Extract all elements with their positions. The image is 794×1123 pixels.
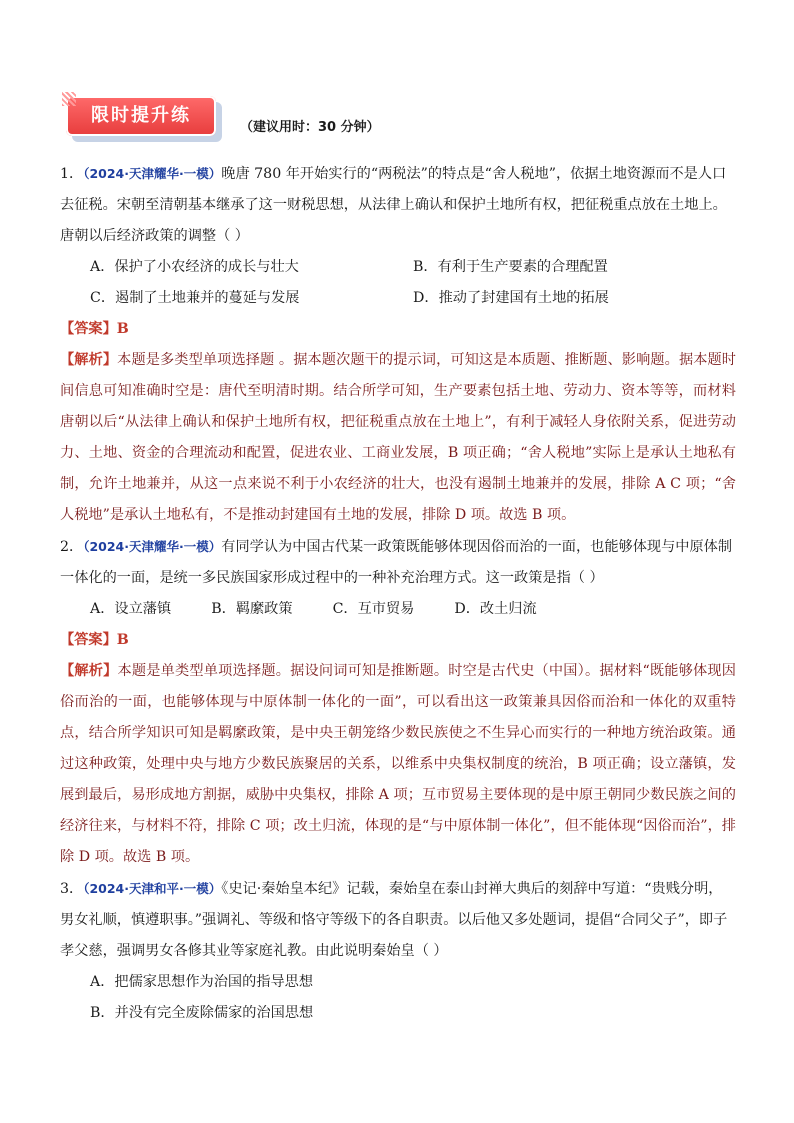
option-a: A．设立藩镇 bbox=[90, 601, 172, 617]
question-2-analysis bbox=[60, 656, 736, 873]
question-stem: 晚唐 780 年开始实行的“两税法”的特点是“舍人税地”，依据土地资源而不是人口去征税。宋朝至清朝基本继承了这一财税思想，从法律上确认和保护土地所有权，把征税重点放在土地上。唐朝以后经济政策的调整（ ） bbox=[60, 166, 727, 244]
question-1-options bbox=[60, 252, 736, 314]
question-source: （2024·天津和平·一模） bbox=[83, 881, 222, 896]
answer-label: 【答案】 bbox=[60, 321, 117, 337]
option-c: C．互市贸易 bbox=[332, 601, 415, 617]
section-badge-label: 限时提升练 bbox=[66, 96, 216, 136]
badge-corner-decoration bbox=[62, 92, 76, 106]
question-2 bbox=[60, 531, 736, 873]
question-list bbox=[60, 158, 736, 1029]
question-source: （2024·天津耀华·一模） bbox=[83, 166, 222, 181]
analysis-label: 【解析】 bbox=[60, 663, 118, 679]
option-b: B．羁縻政策 bbox=[211, 601, 293, 617]
option-a: A．保护了小农经济的成长与壮大 bbox=[90, 259, 299, 275]
question-1-stem-line bbox=[60, 158, 736, 252]
analysis-label: 【解析】 bbox=[60, 352, 118, 368]
option-c: C．遏制了土地兼并的蔓延与发展 bbox=[90, 290, 300, 306]
analysis-text: 本题是单类型单项选择题。据设问词可知是推断题。时空是古代史（中国）。据材料“既能够体现因俗而治的一面，也能够体现与中原体制一体化的一面”，可以看出这一政策兼具因俗而治和一体化的双重特点，结合所学知识可知是羁縻政策，是中央王朝笼络少数民族使之不生异心而实行的一种地方统治政策。通过这种政策，处理中央与地方少数民族聚居的关系，以维系中央集权制度的统治，B 项正确；设立藩镇，发展到最后，易形成地方割据，威胁中央集权，排除 A 项；互市贸易主要体现的是中原王朝同少数民族之间的经济往来，与材料不符，排除 C 项；改土归流，体现的是“与中原体制一体化”，但不能体现“因俗而治”，排除 D 项。故选 B 项。 bbox=[60, 663, 736, 865]
option-a: A．把儒家思想作为治国的指导思想 bbox=[90, 974, 314, 990]
question-2-stem-line bbox=[60, 531, 736, 594]
question-number: 3． bbox=[60, 881, 84, 897]
answer-label: 【答案】 bbox=[60, 632, 117, 648]
option-d: D．推动了封建国有土地的拓展 bbox=[413, 290, 609, 306]
question-number: 1． bbox=[60, 166, 84, 182]
question-3-stem-line bbox=[60, 873, 736, 967]
question-2-options bbox=[60, 594, 736, 625]
question-number: 2． bbox=[60, 539, 84, 555]
question-2-answer bbox=[60, 625, 736, 656]
section-badge bbox=[66, 96, 234, 146]
question-stem: 《史记·秦始皇本纪》记载，秦始皇在泰山封禅大典后的刻辞中写道：“贵贱分明，男女礼顺，慎遵职事。”强调礼、等级和恪守等级下的各自职责。以后他又多处题词，提倡“合同父子”，即子孝父慈，强调男女各修其业等家庭礼教。由此说明秦始皇（ ） bbox=[60, 881, 728, 959]
option-b: B．并没有完全废除儒家的治国思想 bbox=[90, 1005, 314, 1021]
question-3-options bbox=[60, 967, 736, 1029]
suggested-time-note: （建议用时：30 分钟） bbox=[240, 120, 380, 135]
answer-value: B bbox=[116, 321, 129, 337]
question-1-analysis bbox=[60, 345, 736, 531]
option-d: D．改土归流 bbox=[454, 601, 537, 617]
analysis-text: 本题是多类型单项选择题 。据本题次题干的提示词，可知这是本质题、推断题、影响题。据本题时间信息可知准确时空是：唐代至明清时期。结合所学可知，生产要素包括土地、劳动力、资本等等，而材料唐朝以后“从法律上确认和保护土地所有权，把征税重点放在土地上”，有利于减轻人身依附关系，促进劳动力、土地、资金的合理流动和配置，促进农业、工商业发展，B 项正确；“舍人税地”实际上是承认土地私有制，允许土地兼并，从这一点来说不利于小农经济的壮大，也没有遏制土地兼并的发展，排除 A C 项；“舍人税地”是承认土地私有，不是推动封建国有土地的发展，排除 D 项。故选 B 项。 bbox=[60, 352, 736, 523]
question-1 bbox=[60, 158, 736, 531]
question-3 bbox=[60, 873, 736, 1029]
question-source: （2024·天津耀华·一模） bbox=[83, 539, 222, 554]
answer-value: B bbox=[116, 632, 129, 648]
question-1-answer bbox=[60, 314, 736, 345]
question-stem: 有同学认为中国古代某一政策既能够体现因俗而治的一面，也能够体现与中原体制一体化的一面，是统一多民族国家形成过程中的一种补充治理方式。这一政策是指（ ） bbox=[60, 539, 733, 586]
option-b: B．有利于生产要素的合理配置 bbox=[413, 259, 608, 275]
